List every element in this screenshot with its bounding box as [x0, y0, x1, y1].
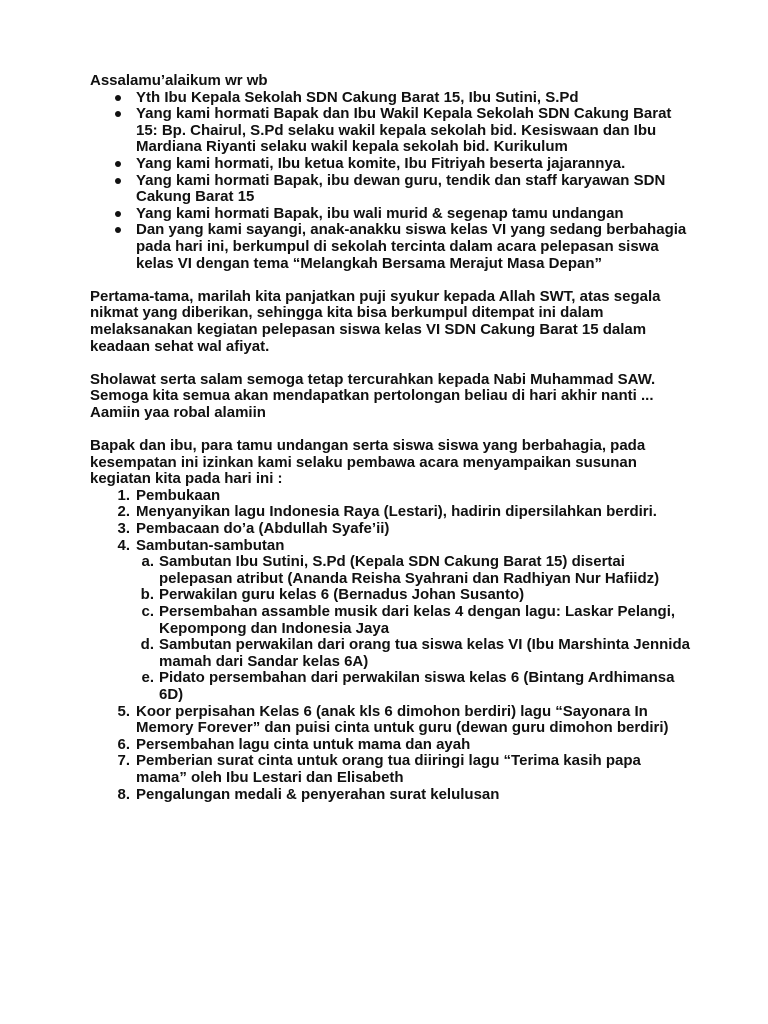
salutation-item: Yang kami hormati Bapak dan Ibu Wakil Kepala Sekolah SDN Cakung Barat 15: Bp. Chairul, S.Pd selaku wakil kepala sekolah bid. Kesiswaan dan Ibu Mardiana Riyanti selaku wakil kepala sekolah bid. Kurikulum	[90, 106, 690, 156]
greeting: Assalamu’alaikum wr wb	[90, 72, 268, 89]
sambutan-text: Persembahan assamble musik dari kelas 4 dengan lagu: Laskar Pelangi, Kepompong dan Indonesia Jaya	[159, 603, 676, 637]
sambutan-item	[136, 604, 690, 637]
agenda-text: Pembukaan	[136, 486, 221, 504]
paragraph-gap	[90, 272, 690, 289]
paragraph-gap	[90, 421, 690, 438]
agenda-number: 5.	[117, 702, 130, 720]
sambutan-text: Sambutan perwakilan dari orang tua siswa kelas VI (Ibu Marshinta Jennida mamah dari Sandar kelas 6A)	[159, 636, 690, 670]
agenda-item	[90, 538, 690, 704]
paragraph-gap	[90, 355, 690, 372]
agenda-number: 8.	[117, 785, 130, 803]
agenda-item	[90, 504, 690, 521]
sambutan-sublist	[136, 554, 690, 703]
agenda-item	[90, 488, 690, 505]
sambutan-letter: c.	[141, 603, 154, 620]
agenda-item	[90, 753, 690, 786]
sambutan-text: Perwakilan guru kelas 6 (Bernadus Johan Susanto)	[159, 586, 525, 604]
agenda-text: Pengalungan medali & penyerahan surat kelulusan	[136, 785, 500, 803]
document-page	[90, 73, 690, 803]
salutation-list	[90, 90, 690, 273]
salutation-item: Yang kami hormati Bapak, ibu dewan guru, tendik dan staff karyawan SDN Cakung Barat 15	[90, 173, 690, 206]
agenda-number: 2.	[117, 503, 130, 521]
paragraph-gratitude: Pertama-tama, marilah kita panjatkan puji syukur kepada Allah SWT, atas segala nikmat yang diberikan, sehingga kita bisa berkumpul ditempat ini dalam melaksanakan kegiatan pelepasan siswa kelas VI SDN Cakung Barat 15 dalam keadaan sehat wal afiyat.	[90, 287, 661, 355]
sambutan-letter: a.	[141, 553, 154, 571]
sambutan-letter: b.	[140, 586, 154, 604]
paragraph-agenda-intro: Bapak dan ibu, para tamu undangan serta siswa siswa yang berbahagia, pada kesempatan ini izinkan kami selaku pembawa acara menyampaikan susunan kegiatan kita pada hari ini :	[90, 437, 646, 488]
agenda-text: Pemberian surat cinta untuk orang tua diiringi lagu “Terima kasih papa mama” oleh Ibu Lestari dan Elisabeth	[136, 752, 641, 786]
sambutan-letter: e.	[141, 669, 154, 687]
salutation-item: Yang kami hormati, Ibu ketua komite, Ibu Fitriyah beserta jajarannya.	[90, 156, 690, 173]
salutation-item: Yth Ibu Kepala Sekolah SDN Cakung Barat 15, Ibu Sutini, S.Pd	[90, 90, 690, 107]
agenda-item	[90, 737, 690, 754]
paragraph-sholawat: Sholawat serta salam semoga tetap tercurahkan kepada Nabi Muhammad SAW. Semoga kita semua akan mendapatkan pertolongan beliau di hari akhir nanti ... Aamiin yaa robal alamiin	[90, 370, 656, 421]
agenda-list	[90, 488, 690, 803]
agenda-text: Sambutan-sambutan	[136, 536, 285, 554]
agenda-text: Koor perpisahan Kelas 6 (anak kls 6 dimohon berdiri) lagu “Sayonara In Memory Forever” dan puisi cinta untuk guru (dewan guru dimohon berdiri)	[136, 702, 669, 737]
agenda-text: Persembahan lagu cinta untuk mama dan ayah	[136, 735, 471, 753]
sambutan-item	[136, 637, 690, 670]
salutation-item: Dan yang kami sayangi, anak-anakku siswa kelas VI yang sedang berbahagia pada hari ini, berkumpul di sekolah tercinta dalam acara pelepasan siswa kelas VI dengan tema “Melangkah Bersama Merajut Masa Depan”	[90, 222, 690, 272]
sambutan-text: Pidato persembahan dari perwakilan siswa kelas 6 (Bintang Ardhimansa 6D)	[159, 669, 675, 703]
agenda-text: Menyanyikan lagu Indonesia Raya (Lestari), hadirin dipersilahkan berdiri.	[136, 503, 657, 521]
sambutan-item	[136, 554, 690, 587]
agenda-number: 7.	[117, 752, 130, 770]
agenda-text: Pembacaan do’a (Abdullah Syafe’ii)	[136, 520, 390, 538]
agenda-number: 1.	[117, 486, 130, 504]
agenda-item	[90, 787, 690, 804]
sambutan-letter: d.	[140, 636, 154, 654]
salutation-item: Yang kami hormati Bapak, ibu wali murid & segenap tamu undangan	[90, 206, 690, 223]
sambutan-item	[136, 587, 690, 604]
agenda-number: 4.	[117, 536, 130, 554]
agenda-item	[90, 521, 690, 538]
agenda-number: 6.	[117, 735, 130, 753]
agenda-item	[90, 704, 690, 737]
sambutan-text: Sambutan Ibu Sutini, S.Pd (Kepala SDN Cakung Barat 15) disertai pelepasan atribut (Ananda Reisha Syahrani dan Radhiyan Nur Hafiidz)	[159, 553, 660, 587]
agenda-number: 3.	[117, 520, 130, 538]
sambutan-item	[136, 670, 690, 703]
